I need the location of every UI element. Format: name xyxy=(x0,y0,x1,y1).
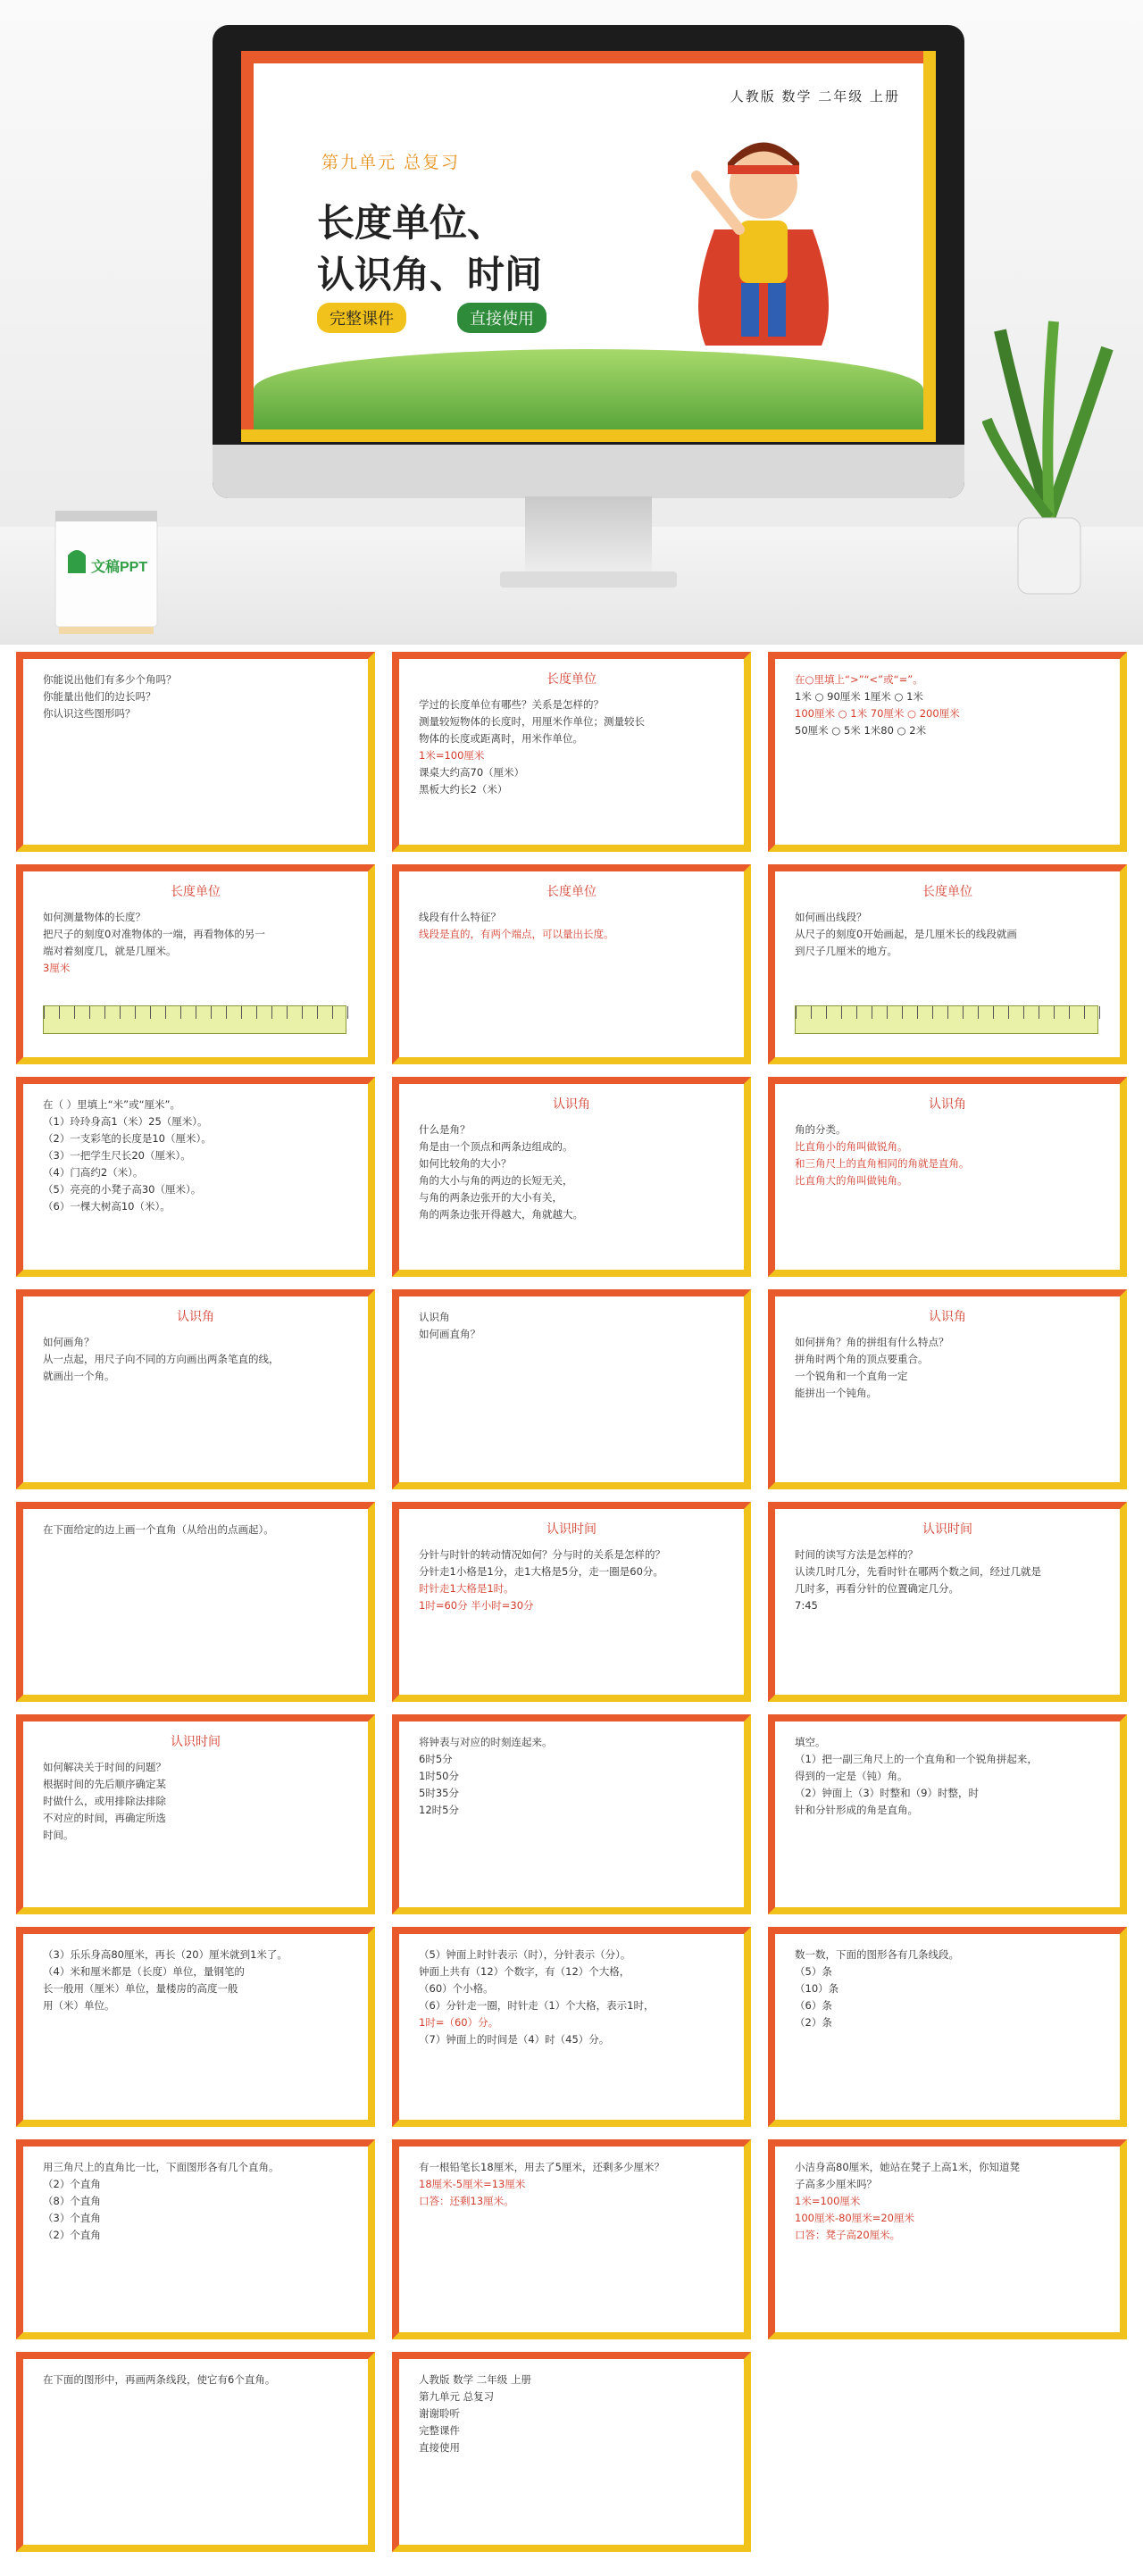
slide-title: 长度单位 xyxy=(546,672,597,687)
ruler-icon xyxy=(43,1005,346,1034)
slide-text-line: 第九单元 总复习 xyxy=(419,2390,495,2403)
slide-text-line: 分针走1小格是1分，走1大格是5分，走一圈是60分。 xyxy=(419,1565,663,1578)
slide-text-line: 有一根铅笔长18厘米，用去了5厘米，还剩多少厘米？ xyxy=(419,2161,664,2173)
slide-text-line: 如何比较角的大小？ xyxy=(419,1157,512,1170)
slide-title: 认识角 xyxy=(177,1310,214,1324)
slide-title: 认识角 xyxy=(929,1097,966,1112)
slide-text-line: （10）条 xyxy=(795,1982,839,1995)
slide-text-line: （2）条 xyxy=(795,2016,832,2029)
slide-text-line: 小洁身高80厘米，她站在凳子上高1米，你知道凳 xyxy=(795,2161,1020,2173)
slide-text-line: （2）钟面上（3）时整和（9）时整，时 xyxy=(795,1787,979,1799)
slide-text-line: 什么是角？ xyxy=(419,1123,471,1136)
slide-text-line: （4）米和厘米都是（长度）单位，量钢笔的 xyxy=(43,1965,245,1978)
course-meta: 人教版 数学 二年级 上册 xyxy=(730,88,900,104)
slide-text-line: 你能说出他们有多少个角吗？ xyxy=(43,673,177,686)
slide-text-line: 6时5分 xyxy=(419,1753,453,1765)
slide-text-line: 角是由一个顶点和两条边组成的。 xyxy=(419,1140,573,1153)
slide-thumbnail-3[interactable] xyxy=(768,652,1127,852)
slide-title: 长度单位 xyxy=(922,885,972,899)
slide-thumbnail-12[interactable] xyxy=(768,1289,1127,1489)
slide-text-line: 50厘米 ○ 5米 1米80 ○ 2米 xyxy=(795,724,927,737)
slide-thumbnail-15[interactable] xyxy=(768,1502,1127,1702)
slide-text-line: 将钟表与对应的时刻连起来。 xyxy=(419,1736,553,1748)
slide-text-line: （2）个直角 xyxy=(43,2178,101,2190)
slide-text-line: （7）钟面上的时间是（4）时（45）分。 xyxy=(419,2033,610,2046)
unit-label: 第九单元 总复习 xyxy=(321,153,461,172)
slide-thumbnail-16[interactable] xyxy=(16,1714,375,1914)
slide-text-line: （3）乐乐身高80厘米，再长（20）厘米就到1米了。 xyxy=(43,1948,288,1961)
slide-text-line: 口答：凳子高20厘米。 xyxy=(795,2229,901,2241)
slide-text-line: 你认识这些图形吗？ xyxy=(43,707,136,720)
cover-title-line1: 长度单位、 xyxy=(317,201,505,245)
slide-text-line: 直接使用 xyxy=(419,2441,460,2454)
slide-thumbnail-8[interactable] xyxy=(392,1077,751,1277)
slide-thumbnail-1[interactable] xyxy=(16,652,375,852)
slide-text-line: （2）个直角 xyxy=(43,2229,101,2241)
slide-text-line: （3）一把学生尺长20（厘米）。 xyxy=(43,1149,191,1162)
slide-text-line: （5）钟面上时针表示（时），分针表示（分）。 xyxy=(419,1948,631,1961)
slide-thumbnail-25[interactable] xyxy=(16,2352,375,2552)
slide-thumbnail-2[interactable] xyxy=(392,652,751,852)
superhero-boy-illustration xyxy=(679,122,848,354)
cover-title-line2: 认识角、时间 xyxy=(317,253,543,296)
slide-thumbnail-17[interactable] xyxy=(392,1714,751,1914)
slide-text-line: 学过的长度单位有哪些？关系是怎样的？ xyxy=(419,698,604,711)
direct-use-badge: 直接使用 xyxy=(457,303,546,333)
slide-thumbnail-4[interactable] xyxy=(16,864,375,1064)
slide-text-line: （6）条 xyxy=(795,1999,832,2012)
slide-text-line: 比直角大的角叫做钝角。 xyxy=(795,1174,908,1187)
slide-text-line: （2）一支彩笔的长度是10（厘米）。 xyxy=(43,1132,212,1145)
slide-text-line: 得到的一定是（钝）角。 xyxy=(795,1770,908,1782)
slide-text-line: （1）把一副三角尺上的一个直角和一个锐角拼起来， xyxy=(795,1753,1038,1765)
slide-text-line: 1时=60分 半小时=30分 xyxy=(419,1599,534,1612)
slide-text-line: 拼角时两个角的顶点要重合。 xyxy=(795,1353,929,1365)
slide-text-line: （4）门高约2（米）。 xyxy=(43,1166,144,1179)
slide-text-line: 认识角 xyxy=(419,1311,450,1323)
hills-decoration xyxy=(254,349,923,429)
slide-text-line: 从一点起，用尺子向不同的方向画出两条笔直的线， xyxy=(43,1353,279,1365)
slide-text-line: 在下面的图形中，再画两条线段，使它有6个直角。 xyxy=(43,2373,276,2386)
slide-text-line: 就画出一个角。 xyxy=(43,1370,115,1382)
slide-text-line: 人教版 数学 二年级 上册 xyxy=(419,2373,531,2386)
slide-text-line: 如何画直角？ xyxy=(419,1328,480,1340)
slide-text-line: 物体的长度或距离时，用米作单位。 xyxy=(419,732,583,745)
slide-text-line: 测量较短物体的长度时，用厘米作单位；测量较长 xyxy=(419,715,645,728)
slide-text-line: 时做什么，或用排除法排除 xyxy=(43,1795,166,1807)
slide-text-line: 如何画出线段？ xyxy=(795,911,867,923)
slide-text-line: 钟面上共有（12）个数字，有（12）个大格， xyxy=(419,1965,630,1978)
slide-title: 长度单位 xyxy=(546,885,597,899)
slide-title: 认识角 xyxy=(553,1097,590,1112)
slide-text-line: 1米=100厘米 xyxy=(419,749,485,762)
slide-text-line: 和三角尺上的直角相同的角就是直角。 xyxy=(795,1157,970,1170)
slide-text-line: 用三角尺上的直角比一比，下面图形各有几个直角。 xyxy=(43,2161,279,2173)
slide-text-line: 线段有什么特征？ xyxy=(419,911,501,923)
slide-text-line: （6）一棵大树高10（米）。 xyxy=(43,1200,171,1213)
slide-text-line: 5时35分 xyxy=(419,1787,459,1799)
slide-text-line: 时间。 xyxy=(43,1829,74,1841)
slide-text-line: 时针走1大格是1时。 xyxy=(419,1582,514,1595)
slide-thumbnail-26[interactable] xyxy=(392,2352,751,2552)
slide-thumbnail-22[interactable] xyxy=(16,2139,375,2339)
slide-text-line: 比直角小的角叫做锐角。 xyxy=(795,1140,908,1153)
slide-text-line: 认读几时几分，先看时针在哪两个数之间，经过几就是 xyxy=(795,1565,1041,1578)
slide-text-line: 如何解决关于时间的问题？ xyxy=(43,1761,166,1773)
potted-plant-illustration xyxy=(982,304,1116,598)
slide-text-line: 时间的读写方法是怎样的？ xyxy=(795,1548,918,1561)
slide-title: 认识时间 xyxy=(171,1735,221,1749)
monitor-stand xyxy=(525,496,652,579)
hero-banner xyxy=(0,0,1143,645)
slide-text-line: 7:45 xyxy=(795,1599,818,1612)
slide-text-line: 到尺子几厘米的地方。 xyxy=(795,945,897,957)
slide-text-line: （6）分针走一圈，时针走（1）个大格，表示1时， xyxy=(419,1999,655,2012)
slide-text-line: 1时=（60）分。 xyxy=(419,2016,499,2029)
slide-text-line: 1时50分 xyxy=(419,1770,459,1782)
slide-title: 长度单位 xyxy=(171,885,221,899)
slide-title: 认识时间 xyxy=(546,1522,597,1537)
slide-thumbnail-9[interactable] xyxy=(768,1077,1127,1277)
slide-thumbnail-23[interactable] xyxy=(392,2139,751,2339)
slide-text-line: 1米 ○ 90厘米 1厘米 ○ 1米 xyxy=(795,690,923,703)
slide-text-line: （5）亮亮的小凳子高30（厘米）。 xyxy=(43,1183,202,1196)
slide-title: 认识角 xyxy=(929,1310,966,1324)
slide-text-line: 角的大小与角的两边的长短无关， xyxy=(419,1174,573,1187)
ruler-icon xyxy=(795,1005,1098,1034)
slide-text-line: 从尺子的刻度0开始画起，是几厘米长的线段就画 xyxy=(795,928,1017,940)
slide-text-line: 角的两条边张开得越大，角就越大。 xyxy=(419,1208,583,1221)
slide-text-line: 你能量出他们的边长吗？ xyxy=(43,690,156,703)
slide-text-line: 填空。 xyxy=(795,1736,826,1748)
slide-text-line: 线段是直的，有两个端点，可以量出长度。 xyxy=(419,928,614,940)
slide-thumbnail-18[interactable] xyxy=(768,1714,1127,1914)
slide-text-line: 黑板大约长2（米） xyxy=(419,783,508,796)
slide-thumbnail-7[interactable] xyxy=(16,1077,375,1277)
slide-text-line: 与角的两条边张开的大小有关， xyxy=(419,1191,563,1204)
slide-text-line: 用（米）单位。 xyxy=(43,1999,115,2012)
slide-text-line: 完整课件 xyxy=(419,2424,460,2437)
slide-text-line: 口答：还剩13厘米。 xyxy=(419,2195,514,2207)
slide-text-line: 针和分针形成的角是直角。 xyxy=(795,1804,918,1816)
slide-text-line: 角的分类。 xyxy=(795,1123,847,1136)
slide-thumbnail-20[interactable] xyxy=(392,1927,751,2127)
slide-text-line: （3）个直角 xyxy=(43,2212,101,2224)
calendar-logo-stand xyxy=(48,502,164,636)
slide-text-line: 如何测量物体的长度？ xyxy=(43,911,146,923)
monitor-base xyxy=(500,571,677,588)
slide-thumbnail-5[interactable] xyxy=(392,864,751,1064)
slide-text-line: 端对着刻度几，就是几厘米。 xyxy=(43,945,177,957)
slide-text-line: 根据时间的先后顺序确定某 xyxy=(43,1778,166,1790)
slide-text-line: 课桌大约高70（厘米） xyxy=(419,766,525,779)
slide-text-line: 在○里填上“>”“<”或“=”。 xyxy=(795,673,923,686)
slide-text-line: （8）个直角 xyxy=(43,2195,101,2207)
slide-text-line: 18厘米-5厘米=13厘米 xyxy=(419,2178,526,2190)
slide-text-line: （5）条 xyxy=(795,1965,832,1978)
slide-thumbnail-10[interactable] xyxy=(16,1289,375,1489)
slide-thumbnail-13[interactable] xyxy=(16,1502,375,1702)
slide-text-line: 一个锐角和一个直角一定 xyxy=(795,1370,908,1382)
slide-text-line: （60）个小格。 xyxy=(419,1982,494,1995)
slide-thumbnail-24[interactable] xyxy=(768,2139,1127,2339)
slide-text-line: 如何拼角？角的拼组有什么特点？ xyxy=(795,1336,949,1348)
slide-text-line: 12时5分 xyxy=(419,1804,459,1816)
slide-text-line: 在（ ）里填上“米”或“厘米”。 xyxy=(43,1098,180,1111)
slide-text-line: 3厘米 xyxy=(43,962,71,974)
slide-text-line: 不对应的时间，再确定所选 xyxy=(43,1812,166,1824)
slide-title: 认识时间 xyxy=(922,1522,972,1537)
slide-text-line: 把尺子的刻度0对准物体的一端，再看物体的另一 xyxy=(43,928,265,940)
slide-text-line: 100厘米 ○ 1米 70厘米 ○ 200厘米 xyxy=(795,707,960,720)
slide-text-line: 几时多，再看分针的位置确定几分。 xyxy=(795,1582,959,1595)
slide-text-line: 100厘米-80厘米=20厘米 xyxy=(795,2212,915,2224)
slide-thumbnail-11[interactable] xyxy=(392,1289,751,1489)
slide-text-line: （1）玲玲身高1（米）25（厘米）。 xyxy=(43,1115,208,1128)
slide-text-line: 子高多少厘米吗？ xyxy=(795,2178,877,2190)
slide-text-line: 长一般用（厘米）单位，量楼房的高度一般 xyxy=(43,1982,238,1995)
cover-slide[interactable] xyxy=(241,51,936,442)
brand-logo-text: 文稿PPT xyxy=(91,560,148,575)
slide-thumbnail-6[interactable] xyxy=(768,864,1127,1064)
slide-text-line: 能拼出一个钝角。 xyxy=(795,1387,877,1399)
slide-text-line: 1米=100厘米 xyxy=(795,2195,861,2207)
slide-text-line: 数一数，下面的图形各有几条线段。 xyxy=(795,1948,959,1961)
slide-thumbnail-19[interactable] xyxy=(16,1927,375,2127)
complete-courseware-badge: 完整课件 xyxy=(317,303,406,333)
slide-thumbnail-21[interactable] xyxy=(768,1927,1127,2127)
slide-text-line: 在下面给定的边上画一个直角（从给出的点画起）。 xyxy=(43,1523,274,1536)
slide-text-line: 如何画角？ xyxy=(43,1336,95,1348)
slide-thumbnail-14[interactable] xyxy=(392,1502,751,1702)
slide-text-line: 分针与时针的转动情况如何？分与时的关系是怎样的？ xyxy=(419,1548,665,1561)
slide-text-line: 谢谢聆听 xyxy=(419,2407,460,2420)
